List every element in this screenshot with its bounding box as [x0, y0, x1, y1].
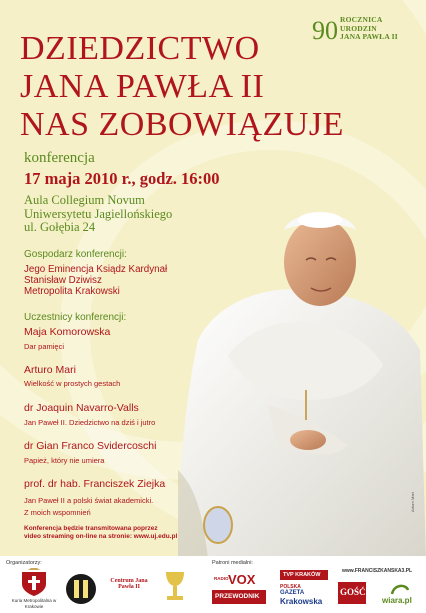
venue-line-1: Aula Collegium Novum: [24, 193, 145, 207]
chalice-icon: [160, 568, 190, 604]
event-date-time: 17 maja 2010 r., godz. 16:00: [24, 169, 220, 188]
streaming-info: [24, 525, 177, 541]
pope-photo: [158, 190, 426, 558]
franciszkanska-text: www.FRANCISZKANSKA3.PL: [342, 568, 413, 574]
anniversary-line-2: URODZIN: [340, 23, 377, 33]
venue-line-2: Uniwersytetu Jagiellońskiego: [24, 206, 173, 221]
venue-line-3: ul. Gołębia 24: [24, 220, 96, 234]
krakowska-text: Krakowska: [280, 597, 323, 606]
poster-title: [20, 30, 400, 144]
host-line-3: Metropolita Krakowski: [24, 286, 120, 297]
tvp-text: TVP KRAKÓW: [283, 572, 321, 578]
host-line-2: Stanisław Dziwisz: [24, 275, 102, 286]
przewodnik-text: PRZEWODNIK: [215, 593, 260, 600]
gosc-text: GOŚĆ: [340, 587, 366, 597]
photo-credit: Arturo Mari: [410, 492, 415, 512]
participant-topic: Jan Paweł II a polski świat akademicki.: [24, 496, 154, 505]
przewodnik-logo: [212, 590, 266, 604]
chalice-logo: [160, 568, 190, 608]
gazeta-krakowska-logo: [280, 584, 328, 608]
participant-topic: Jan Paweł II. Dziedzictwo na dziś i jutro: [24, 418, 156, 427]
participants-label: Uczestnicy konferencji:: [24, 312, 127, 323]
centrum-text: Centrum Jana Pawła II: [110, 578, 148, 590]
anniversary-number: 90: [312, 16, 338, 45]
university-crest-icon: [64, 570, 98, 608]
gazeta-text: GAZETA: [280, 590, 305, 596]
title-line-3: NAS ZOBOWIĄZUJE: [20, 106, 344, 143]
participant-topic-2: Z moich wspomnień: [24, 508, 91, 517]
franciszkanska-logo: [338, 568, 424, 578]
university-logo: [64, 570, 98, 610]
anniversary-line-1: ROCZNICA: [340, 15, 383, 24]
participant-name: dr Gian Franco Svidercoschi: [24, 440, 157, 452]
wiara-swirl-icon: [390, 582, 410, 596]
streaming-line-1: Konferencja będzie transmitowana poprzez: [24, 525, 158, 532]
title-line-2: JANA PAWŁA II: [20, 68, 265, 105]
polska-text: POLSKA: [280, 584, 301, 590]
tvp-krakow-logo: [280, 570, 328, 580]
patrons-label: Patroni medialni:: [212, 560, 253, 566]
centrum-jp2-logo: [104, 574, 154, 606]
participant-name: Arturo Mari: [24, 364, 76, 376]
event-type: konferencja: [24, 150, 95, 166]
title-line-1: DZIEDZICTWO: [20, 30, 260, 67]
participant-topic: Wielkość w prostych gestach: [24, 379, 121, 388]
radio-vox-logo: [214, 572, 266, 588]
wiara-text: wiara.pl: [382, 596, 412, 605]
anniversary-line-3: JANA PAWŁA II: [340, 32, 398, 41]
organizers-label: Organizatorzy:: [6, 560, 42, 566]
coat-of-arms-icon: [14, 568, 54, 598]
event-venue: [24, 194, 172, 235]
vox-text: VOX: [228, 572, 256, 587]
host-label: Gospodarz konferencji:: [24, 249, 127, 260]
vox-prefix: RADIO: [214, 576, 229, 581]
participant-name: prof. dr hab. Franciszek Ziejka: [24, 478, 166, 490]
participant-name: Maja Komorowska: [24, 326, 111, 338]
wiara-logo: [380, 582, 420, 608]
participant-topic: Dar pamięci: [24, 342, 65, 351]
participant-name: dr Joaquin Navarro-Valls: [24, 402, 139, 414]
host-names: [24, 264, 167, 297]
kuria-logo: [11, 568, 57, 612]
streaming-line-2: video streaming on-line na stronie: www.uj.edu.pl: [24, 533, 178, 540]
kuria-text: Kuria Metropolitalna w Krakowie: [11, 598, 57, 609]
gosc-logo: [338, 582, 366, 604]
participant-topic: Papież, który nie umiera: [24, 456, 105, 465]
host-line-1: Jego Eminencja Ksiądz Kardynał: [24, 264, 168, 275]
footer-logos: [0, 556, 426, 613]
